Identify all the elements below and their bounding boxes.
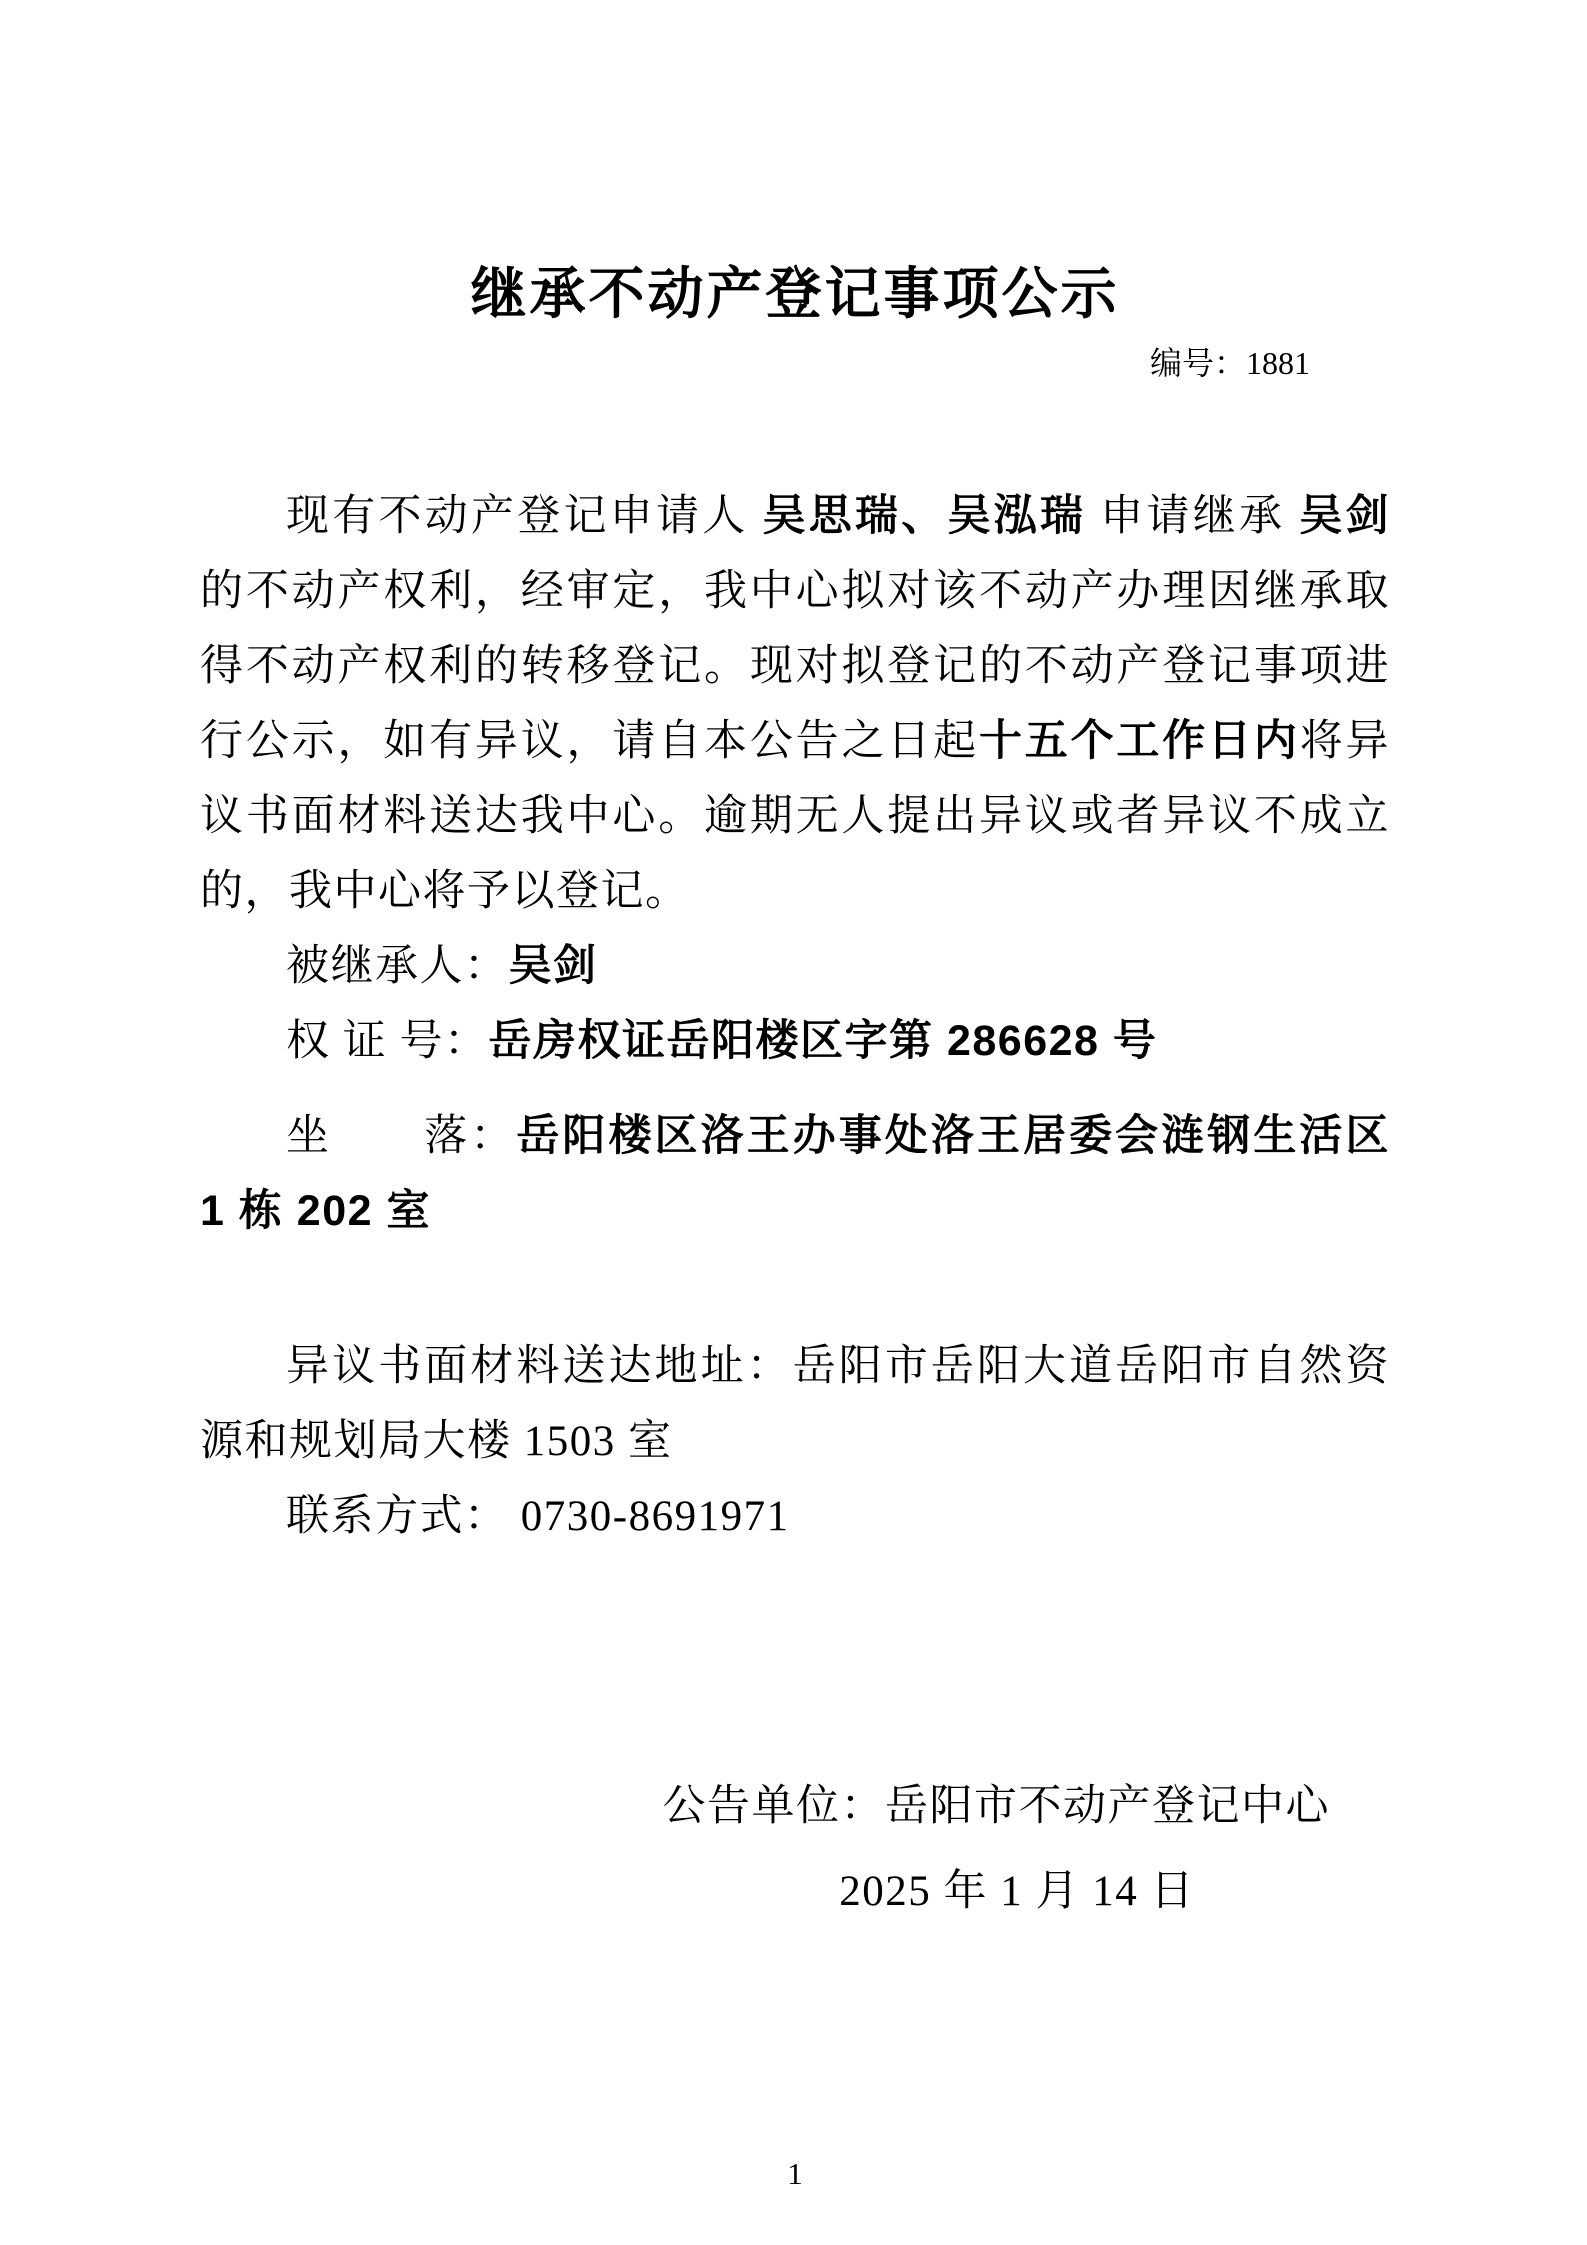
issuer-line: 公告单位：岳阳市不动产登记中心 [662, 1783, 1330, 1830]
field-label: 被继承人： [286, 943, 509, 990]
field-certificate-number [200, 1004, 1390, 1079]
field-value: 吴剑 [508, 942, 598, 990]
field-value: 岳房权证岳阳楼区字第 286628 号 [488, 1017, 1158, 1065]
contact-line: 联系方式： 0730-8691971 [286, 1493, 790, 1540]
document-number: 编号：1881 [1149, 345, 1310, 381]
paragraph-text: 现有不动产登记申请人 [286, 493, 763, 540]
decedent-name: 吴剑 [1299, 492, 1390, 540]
applicant-names: 吴思瑞、吴泓瑞 [762, 492, 1087, 540]
objection-address-paragraph: 异议书面材料送达地址：岳阳市岳阳大道岳阳市自然资源和规划局大楼 1503 室 [200, 1343, 1390, 1465]
signature-block [200, 1769, 1390, 1929]
paragraph-text: 将异议书面材料送达我中心。逾期无人提出异议或者异议不成立的，我中心将予以登记。 [200, 718, 1391, 915]
date-line: 2025 年 1 月 14 日 [839, 1868, 1195, 1915]
paragraph-text: 申请继承 [1086, 493, 1300, 540]
body-paragraph [200, 479, 1390, 929]
field-location [200, 1099, 1390, 1249]
paragraph-text: 的不动产权利，经审定，我中心拟对该不动产办理因继承取得不动产权利的转移登记。现对拟登记的不动产登记事项进行公示，如有异议，请自本公告之日起 [200, 568, 1390, 765]
field-label: 坐 落： [286, 1113, 517, 1160]
field-decedent [200, 929, 1390, 1004]
page-title: 继承不动产登记事项公示 [470, 262, 1120, 325]
page-number: 1 [787, 2156, 803, 2191]
field-label: 权 证 号： [286, 1018, 489, 1065]
deadline-emphasis: 十五个工作日内 [978, 717, 1300, 765]
field-value: 岳阳楼区洛王办事处洛王居委会涟钢生活区 1 栋 202 室 [200, 1112, 1391, 1235]
